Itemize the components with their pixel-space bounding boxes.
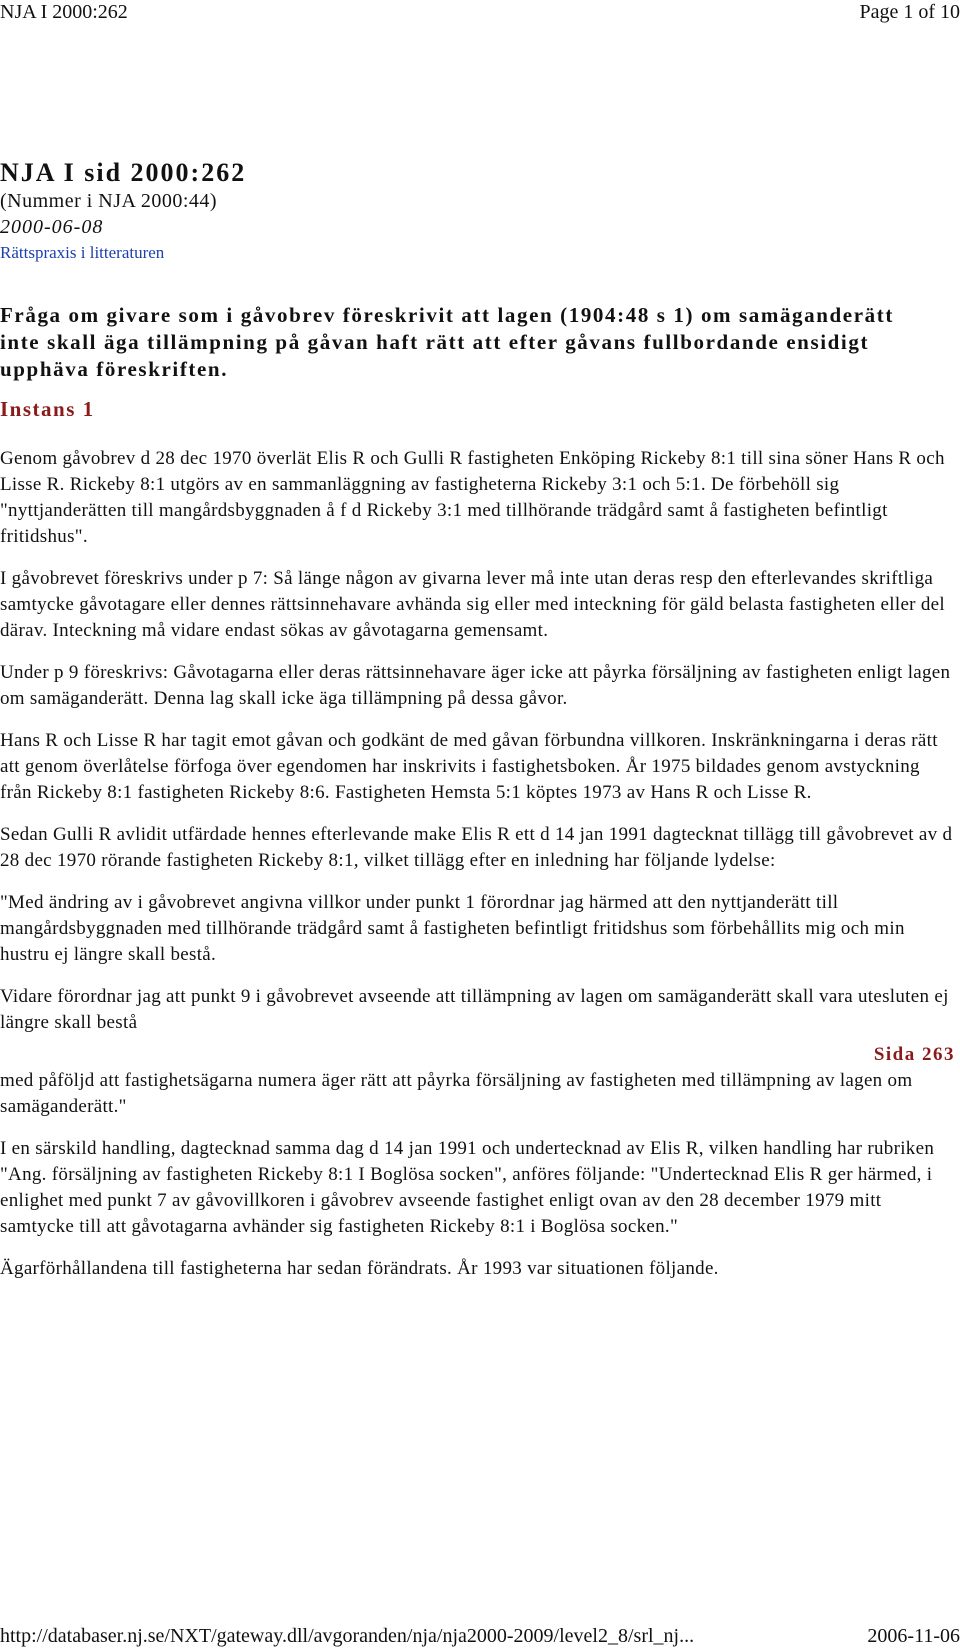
header-page-number: Page 1 of 10: [859, 1, 960, 23]
paragraph: "Med ändring av i gåvobrevet angivna villkor under punkt 1 förordnar jag härmed att den nyttjanderätt till mangårdsbyggnaden med tillhörande trädgård samt å fastigheten befintligt fritidshus som förbehållits mig och min hustru ej längre skall bestå.: [0, 892, 905, 965]
page-title: NJA I sid 2000:262: [0, 158, 247, 187]
paragraph: Under p 9 föreskrivs: Gåvotagarna eller deras rättsinnehavare äger icke att påyrka försäljning av fastigheten enligt lagen om samäganderätt. Denna lag skall icke äga tillämpning på dessa gåvor.: [0, 662, 951, 709]
footer-date: 2006-11-06: [867, 1625, 960, 1647]
paragraph: Genom gåvobrev d 28 dec 1970 överlät Elis R och Gulli R fastigheten Enköping Rickeby 8:1 till sina söner Hans R och Lisse R. Rickeby 8:1 utgörs av en sammanläggning av fastigheterna Rickeby 3:1 och 5:1. De förbehöll sig "nyttjanderätten till mangårdsbyggnaden å f d Rickeby 3:1 med tillhörande trädgård samt å fastigheten befintligt fritidshus".: [0, 448, 945, 547]
paragraph: I en särskild handling, dagtecknad samma dag d 14 jan 1991 och undertecknad av Elis R, vilken handling har rubriken "Ang. försäljning av fastigheten Rickeby 8:1 I Boglösa socken", anföres följande: "Undertecknad Elis R ger härmed, i enlighet med punkt 7 av gåvovillkoren i gåvobrev avseende fastighet enligt ovan av den 28 december 1979 mitt samtycke till att gåvotagarna avhänder sig fastigheten Rickeby 8:1 i Boglösa socken.": [0, 1138, 935, 1237]
paragraph: med påföljd att fastighetsägarna numera äger rätt att påyrka försäljning av fastigheten med tillämpning av lagen om samäganderätt.": [0, 1070, 913, 1117]
case-number: (Nummer i NJA 2000:44): [0, 190, 218, 212]
header-doc-id: NJA I 2000:262: [0, 1, 128, 23]
paragraph: Hans R och Lisse R har tagit emot gåvan och godkänt de med gåvan förbundna villkoren. Inskränkningarna i deras rätt att genom överlåtelse förfoga över egendomen har inskrivits i fastighetsboken. År 1975 bildades genom avstyckning från Rickeby 8:1 fastigheten Rickeby 8:6. Fastigheten Hemsta 5:1 köptes 1973 av Hans R och Lisse R.: [0, 730, 938, 803]
page-marker: Sida 263: [873, 1044, 955, 1065]
literature-link[interactable]: Rättspraxis i litteraturen: [0, 243, 165, 262]
instans-heading: Instans 1: [0, 397, 95, 421]
paragraph: Ägarförhållandena till fastigheterna har sedan förändrats. År 1993 var situationen följande.: [0, 1258, 719, 1279]
document-body: [0, 158, 960, 1298]
paragraph: Sedan Gulli R avlidit utfärdade hennes efterlevande make Elis R ett d 14 jan 1991 dagtecknat tillägg till gåvobrevet av d 28 dec 1970 rörande fastigheten Rickeby 8:1, vilket tillägg efter en inledning har följande lydelse:: [0, 824, 953, 871]
case-headline: Fråga om givare som i gåvobrev föreskrivit att lagen (1904:48 s 1) om samäganderätt inte skall äga tillämpning på gåvan haft rätt att efter gåvans fullbordande ensidigt upphäva föreskriften.: [0, 303, 894, 381]
footer-url: http://databaser.nj.se/NXT/gateway.dll/avgoranden/nja/nja2000-2009/level2_8/srl_nj...: [0, 1625, 695, 1647]
case-date: 2000-06-08: [0, 216, 104, 238]
paragraph: I gåvobrevet föreskrivs under p 7: Så länge någon av givarna lever må inte utan deras resp den efterlevandes skriftliga samtycke gåvotagare eller dennes rättsinnehavare avhända sig eller med inteckning för gäld belasta fastigheten eller del därav. Inteckning må vidare endast sökas av gåvotagarna gemensamt.: [0, 568, 945, 641]
paragraph: Vidare förordnar jag att punkt 9 i gåvobrevet avseende att tillämpning av lagen om samäganderätt skall vara utesluten ej längre skall bestå: [0, 986, 949, 1033]
